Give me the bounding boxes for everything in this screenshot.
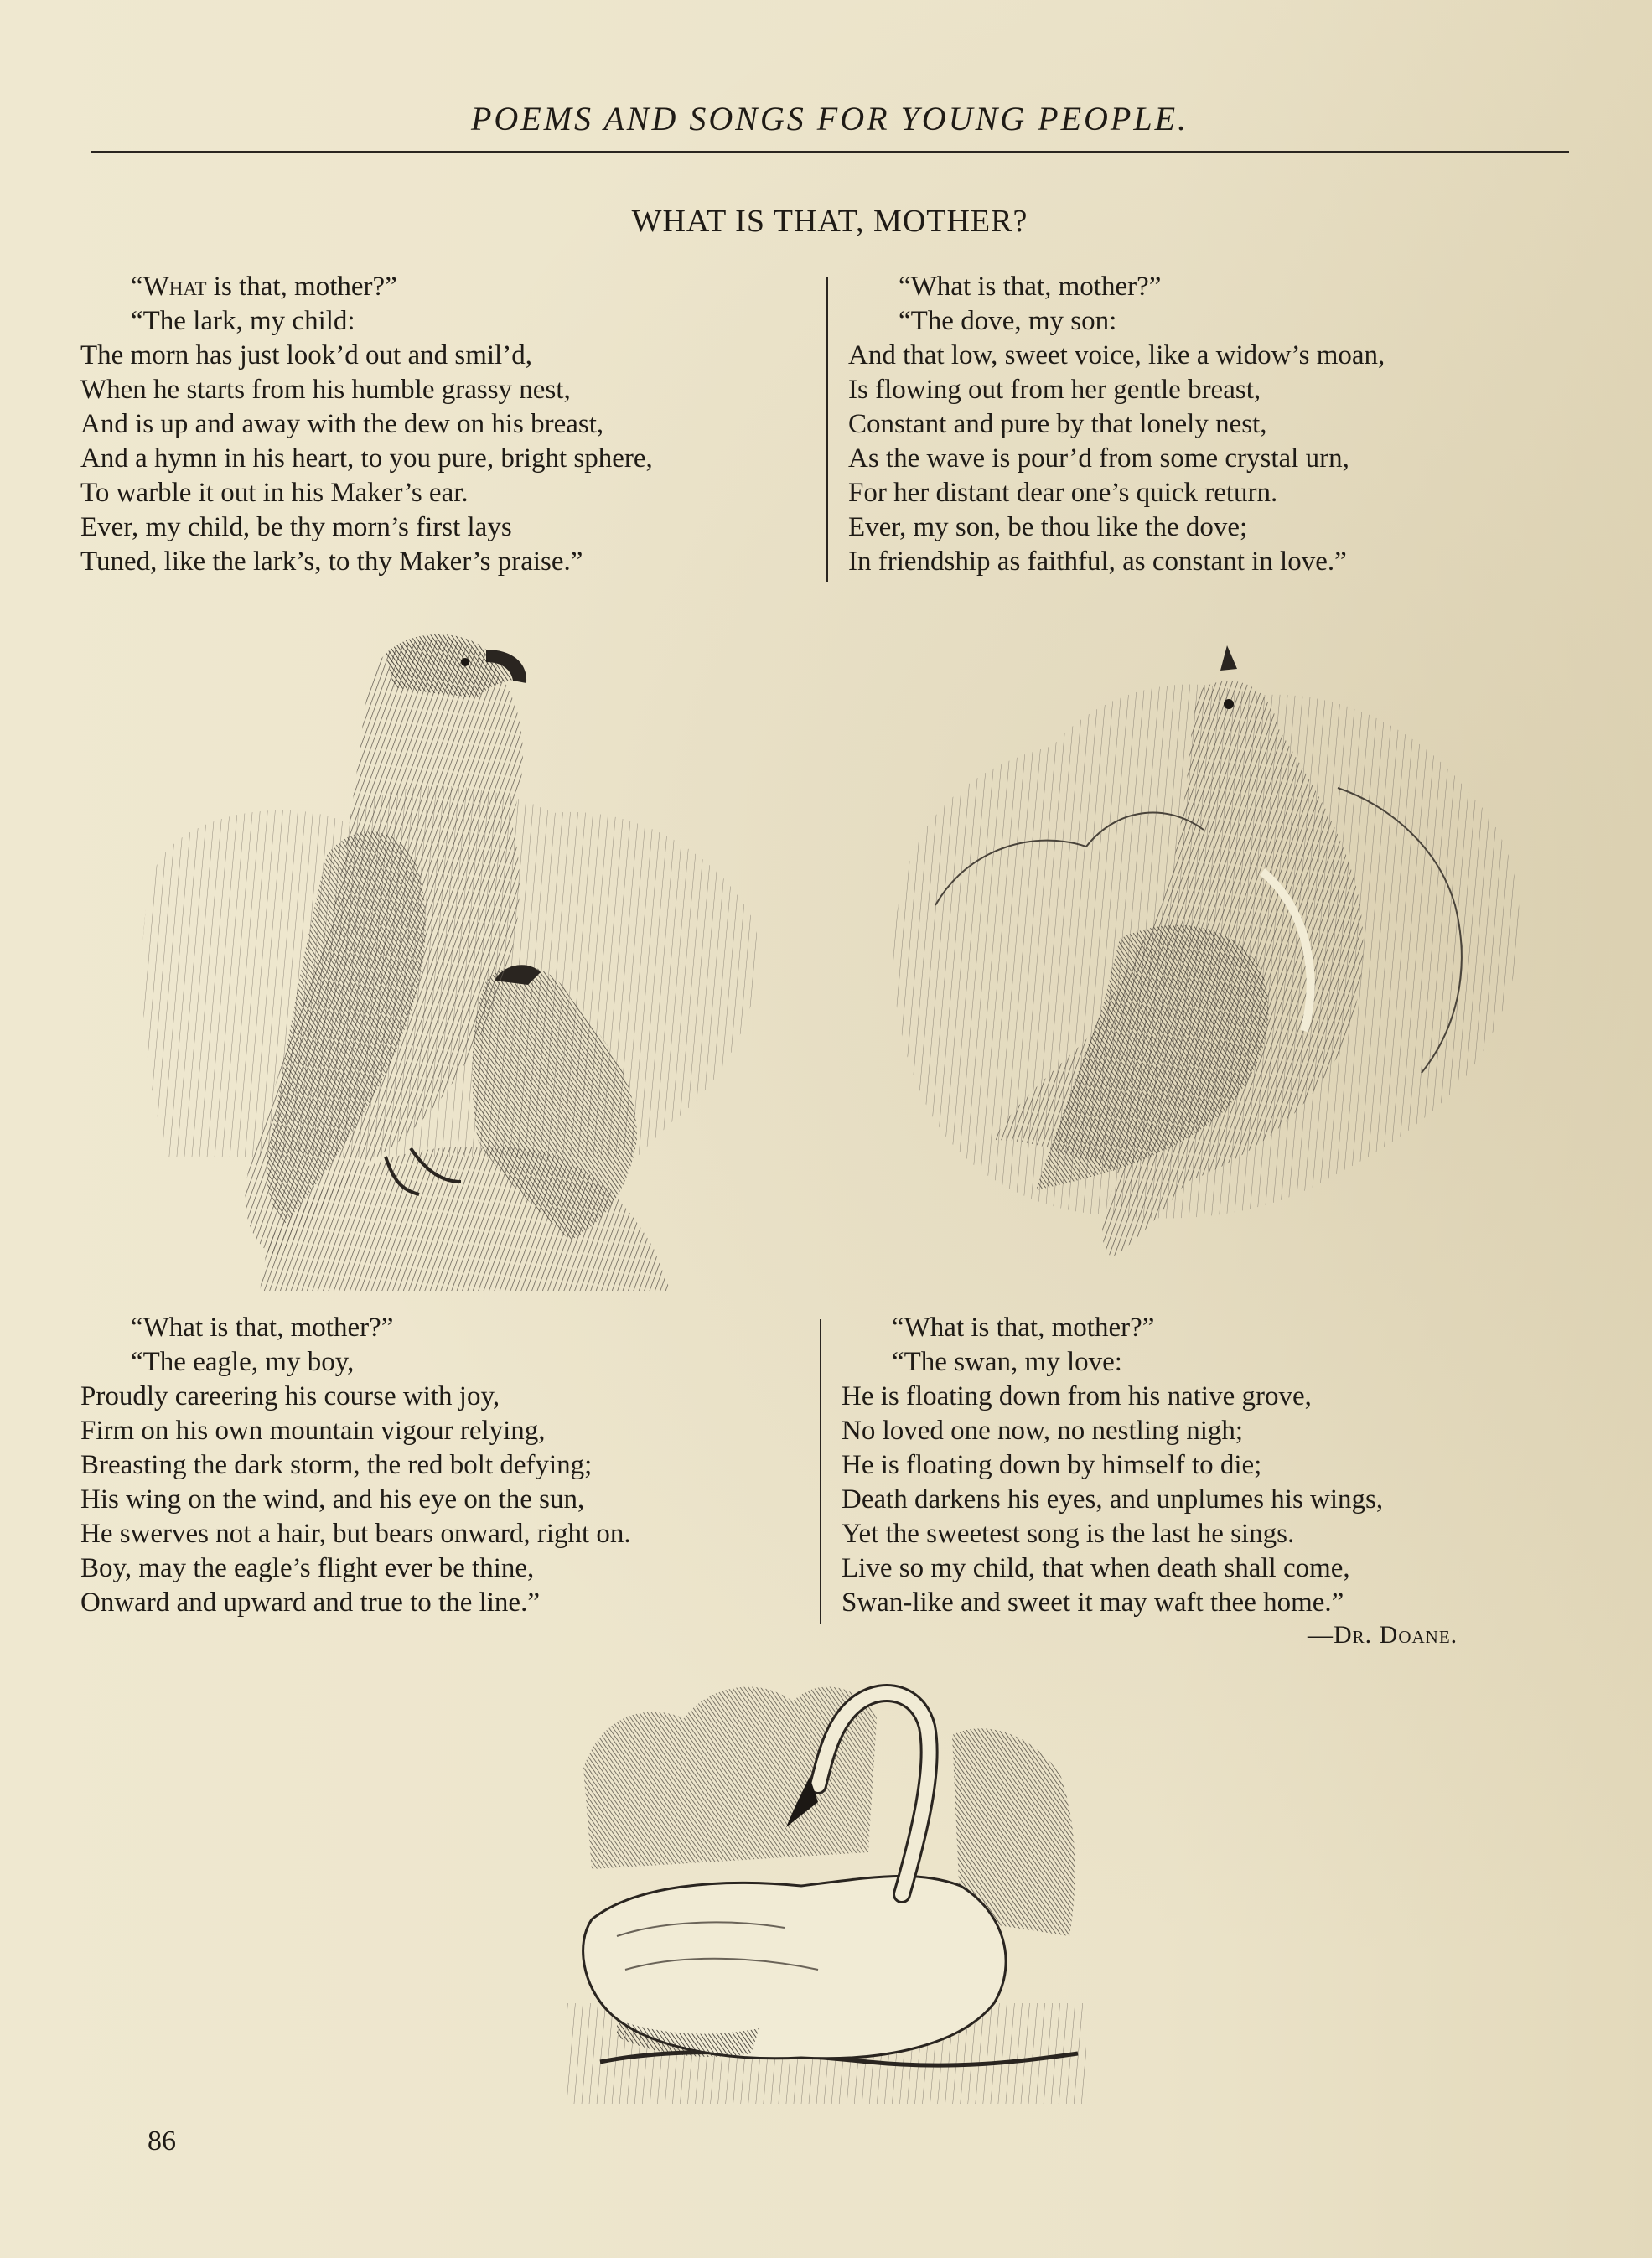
column-rule bbox=[826, 277, 828, 582]
stanza-line: And a hymn in his heart, to you pure, bright sphere, bbox=[80, 443, 653, 474]
stanza-line: “What is that, mother?” bbox=[131, 1313, 394, 1343]
stanza-line: Ever, my son, be thou like the dove; bbox=[848, 512, 1248, 542]
stanza-line: And that low, sweet voice, like a widow’s moan, bbox=[848, 340, 1385, 370]
stanza-line: His wing on the wind, and his eye on the sun, bbox=[80, 1484, 585, 1515]
stanza-eagle bbox=[80, 1311, 631, 1620]
stanza-line: Swan-like and sweet it may waft thee home.” bbox=[842, 1587, 1344, 1618]
stanza-line: Boy, may the eagle’s flight ever be thine, bbox=[80, 1553, 535, 1583]
stanza-line: Firm on his own mountain vigour relying, bbox=[80, 1416, 546, 1446]
stanza-line: And is up and away with the dew on his breast, bbox=[80, 409, 604, 439]
stanza-line: “The lark, my child: bbox=[131, 306, 355, 336]
stanza-line: He swerves not a hair, but bears onward, right on. bbox=[80, 1519, 631, 1549]
stanza-line: Yet the sweetest song is the last he sings. bbox=[842, 1519, 1295, 1549]
stanza-line: “The dove, my son: bbox=[899, 306, 1117, 336]
stanza-line: “The eagle, my boy, bbox=[131, 1347, 355, 1377]
stanza-line: He is floating down by himself to die; bbox=[842, 1450, 1262, 1480]
stanza-line: Breasting the dark storm, the red bolt defying; bbox=[80, 1450, 593, 1480]
dove-illustration bbox=[868, 637, 1539, 1257]
stanza-line: Death darkens his eyes, and unplumes his wings, bbox=[842, 1484, 1384, 1515]
page-number: 86 bbox=[148, 2126, 176, 2157]
stanza-line: Live so my child, that when death shall come, bbox=[842, 1553, 1350, 1583]
stanza-line: “What is that, mother?” bbox=[892, 1313, 1155, 1343]
stanza-line: As the wave is pour’d from some crystal urn, bbox=[848, 443, 1349, 474]
stanza-lark bbox=[80, 270, 653, 579]
poem-title: WHAT IS THAT, MOTHER? bbox=[631, 204, 1028, 239]
header-rule bbox=[91, 151, 1569, 153]
stanza-line: He is floating down from his native grove, bbox=[842, 1381, 1312, 1411]
stanza-line: No loved one now, no nestling nigh; bbox=[842, 1416, 1244, 1446]
stanza-line: In friendship as faithful, as constant in love.” bbox=[848, 546, 1347, 577]
stanza-line: Tuned, like the lark’s, to thy Maker’s praise.” bbox=[80, 546, 583, 577]
stanza-line: “The swan, my love: bbox=[892, 1347, 1122, 1377]
stanza-line: Proudly careering his course with joy, bbox=[80, 1381, 500, 1411]
stanza-line: The morn has just look’d out and smil’d, bbox=[80, 340, 532, 370]
stanza-line: Onward and upward and true to the line.” bbox=[80, 1587, 540, 1618]
stanza-line: For her distant dear one’s quick return. bbox=[848, 478, 1278, 508]
stanza-line: “What is that, mother?” bbox=[131, 272, 397, 302]
column-rule bbox=[820, 1319, 821, 1624]
stanza-dove bbox=[848, 270, 1385, 579]
stanza-line: Constant and pure by that lonely nest, bbox=[848, 409, 1267, 439]
swan-illustration bbox=[567, 1668, 1086, 2104]
stanza-line: To warble it out in his Maker’s ear. bbox=[80, 478, 469, 508]
stanza-line: Ever, my child, be thy morn’s first lays bbox=[80, 512, 512, 542]
stanza-line: When he starts from his humble grassy nest, bbox=[80, 375, 571, 405]
stanza-swan bbox=[842, 1311, 1383, 1620]
stanza-line: “What is that, mother?” bbox=[899, 272, 1162, 302]
stanza-line: Is flowing out from her gentle breast, bbox=[848, 375, 1261, 405]
eagle-illustration bbox=[134, 603, 788, 1291]
running-head: POEMS AND SONGS FOR YOUNG PEOPLE. bbox=[470, 100, 1189, 137]
attribution: —Dr. Doane. bbox=[1308, 1621, 1458, 1649]
